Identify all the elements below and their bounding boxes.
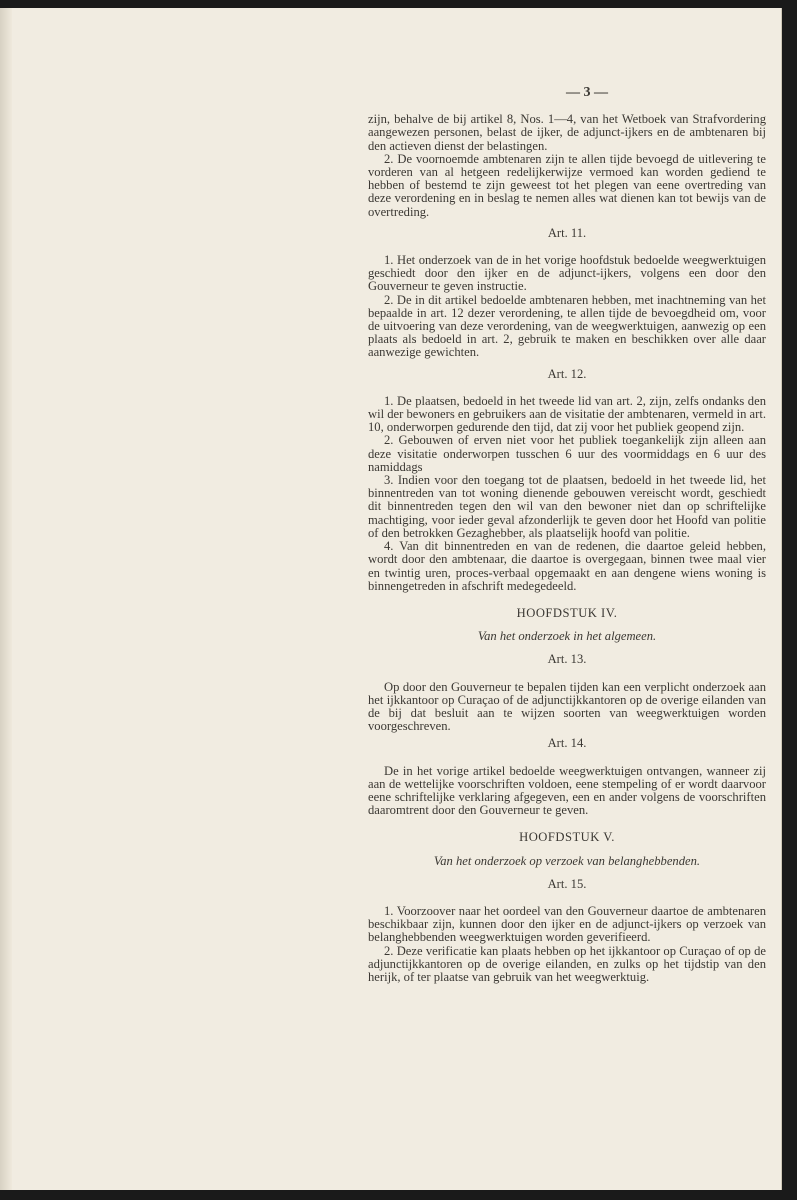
- paragraph: 1. De plaatsen, bedoeld in het tweede lid van art. 2, zijn, zelfs ondanks den wil der bewoners en gebruikers aan de visitatie der ambtenaren, vermeld in art. 10, onderworpen gedurende den tijd, dat zij voor het publiek geopend zijn.: [368, 393, 766, 435]
- paragraph: 2. Gebouwen of erven niet voor het publiek toegankelijk zijn alleen aan deze visitatie onderworpen tusschen 6 uur des voormiddags en 6 uur des namiddags: [368, 433, 766, 474]
- paragraph: Op door den Gouverneur te bepalen tijden kan een verplicht onderzoek aan het ijkkantoor op Curaçao of de adjunctijkkantoren op de overige eilanden van de bij dat besluit aan te wijzen soorten van weegwerktuigen worden voorgeschreven.: [368, 679, 766, 734]
- article-heading: Art. 14.: [547, 736, 587, 751]
- paragraph: 1. Het onderzoek van de in het vorige hoofdstuk bedoelde weegwerktuigen geschiedt door den ijker en de adjunct-ijkers, volgens een door den Gouverneur te geven instructie.: [368, 253, 766, 294]
- document-text-column: [368, 86, 766, 984]
- paragraph: 2. Deze verificatie kan plaats hebben op het ijkkantoor op Curaçao of op de adjunctijkkantoren op de overige eilanden, en zulks op het tijdstip van den herijk, of ter plaatse van gebruik van het weegwerktuig.: [368, 943, 766, 984]
- article-heading: Art. 13.: [547, 652, 587, 667]
- paragraph: 3. Indien voor den toegang tot de plaatsen, bedoeld in het tweede lid, het binnentreden van tot woning dienende gebouwen vereischt wordt, geschiedt dit binnentreden tegen den wil van den bewoner niet dan op schriftelijke machtiging, voor ieder geval afzonderlijk te geven door het Hoofd van politie of den betrokken Gezaghebber, als plaatselijk hoofd van politie.: [368, 473, 766, 540]
- paragraph: 1. Voorzoover naar het oordeel van den Gouverneur daartoe de ambtenaren beschikbaar zijn, kunnen door den ijker en de adjunct-ijkers op verzoek van belanghebbenden weegwerktuigen worden geverifieerd.: [368, 903, 766, 945]
- chapter-subtitle: Van het onderzoek in het algemeen.: [477, 629, 657, 644]
- paragraph: 2. De voornoemde ambtenaren zijn te allen tijde bevoegd de uitlevering te vorderen van al hetgeen redelijkerwijze vermoed kan worden gediend te hebben of bestemd te zijn geweest tot het plegen van eene overtreding van deze verordening en in beslag te nemen alles wat dienen kan tot bewijs van de overtreding.: [368, 151, 766, 219]
- article-heading: Art. 15.: [547, 876, 587, 891]
- paragraph: zijn, behalve de bij artikel 8, Nos. 1—4, van het Wetboek van Strafvordering aangewezen personen, belast de ijker, de adjunct-ijkers en de ambtenaren bij den actieven dienst der belastingen.: [368, 112, 766, 153]
- chapter-heading: HOOFDSTUK V.: [519, 830, 615, 845]
- page-fold-shadow: [0, 8, 12, 1190]
- paragraph: De in het vorige artikel bedoelde weegwerktuigen ontvangen, wanneer zij aan de wettelijke voorschriften voldoen, eene stempeling of er wordt daarvoor eene schriftelijke verklaring afgegeven, een en ander volgens de voorschriften daaromtrent door den Gouverneur te geven.: [368, 763, 766, 818]
- paragraph: 2. De in dit artikel bedoelde ambtenaren hebben, met inachtneming van het bepaalde in art. 12 dezer verordening, te allen tijde de bevoegdheid om, voor de uitvoering van deze verordening, van de weegwerktuigen, aanwezig op een plaats als bedoeld in art. 2, gebruik te maken en beschikken over alle daar aanwezige gewichten.: [368, 292, 766, 360]
- article-heading: Art. 11.: [547, 225, 587, 240]
- page-number: — 3 —: [566, 85, 608, 100]
- scanned-page: [0, 8, 782, 1190]
- chapter-subtitle: Van het onderzoek op verzoek van belanghebbenden.: [433, 853, 701, 868]
- paragraph: 4. Van dit binnentreden en van de redenen, die daartoe geleid hebben, wordt door den ambtenaar, die daartoe is overgegaan, binnen twee maal vier en twintig uren, proces-verbaal opgemaakt en aan dengene wiens woning is binnengetreden in afschrift medegedeeld.: [368, 539, 766, 593]
- document-body: [368, 113, 766, 984]
- article-heading: Art. 12.: [547, 366, 587, 381]
- chapter-heading: HOOFDSTUK IV.: [516, 605, 618, 620]
